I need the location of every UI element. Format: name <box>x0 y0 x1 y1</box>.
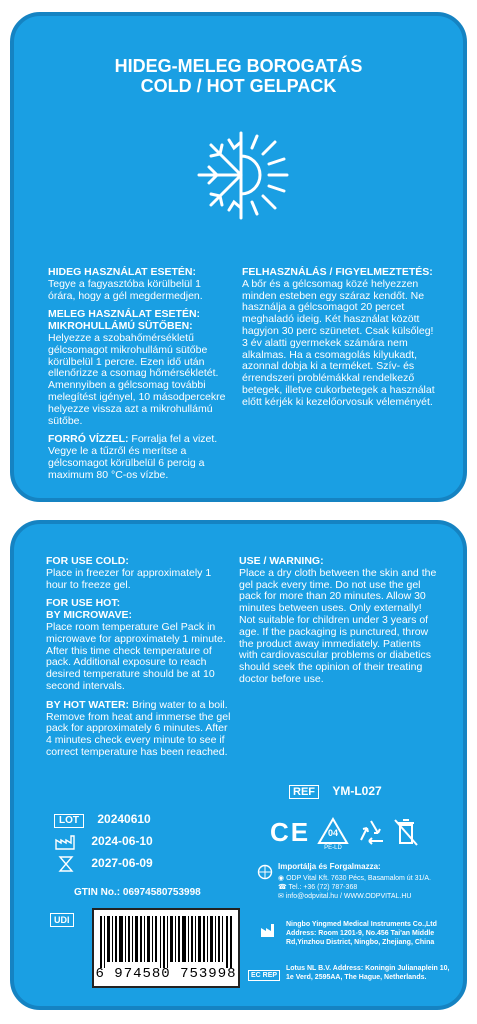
ref-box: REF <box>289 785 319 799</box>
en-micro-heading: BY MICROWAVE: <box>46 609 132 622</box>
hu-warning-heading: FELHASZNÁLÁS / FIGYELMEZTETÉS: <box>242 266 433 278</box>
hu-water-text-1: Forralja fel a vizet. <box>128 433 218 446</box>
importer-icon <box>257 864 273 880</box>
mail-icon: ✉ <box>278 893 286 900</box>
lot-row <box>54 812 151 828</box>
barcode-digits: 6 974580 753998 <box>95 966 237 982</box>
en-water-heading: BY HOT WATER: <box>46 698 130 711</box>
hu-right-column <box>242 267 438 409</box>
expiry-date: 2027-06-09 <box>91 856 153 871</box>
lot-box: LOT <box>54 814 84 828</box>
udi-box: UDI <box>50 913 74 927</box>
manufacture-date-row <box>54 834 153 850</box>
hu-left-column <box>48 267 228 489</box>
hu-micro-heading-1: MELEG HASZNÁLAT ESETÉN: <box>48 308 201 321</box>
manufacture-date: 2024-06-10 <box>91 834 153 849</box>
english-label-panel <box>10 520 467 1010</box>
en-warning-heading: USE / WARNING: <box>239 555 324 567</box>
manufacturer-icon <box>260 922 280 938</box>
ec-rep-info: Lotus NL B.V. Address: Koningin Julianaplein 10, 1e Verd, 2595AA, The Hague, Netherlands. <box>286 965 450 981</box>
ref-value: YM-L027 <box>332 784 382 798</box>
hu-water-heading: FORRÓ VÍZZEL: <box>48 433 129 446</box>
lot-value: 20240610 <box>97 812 151 826</box>
waste-bin-icon <box>392 817 420 847</box>
hu-cold-heading: HIDEG HASZNÁLAT ESETÉN: <box>48 266 196 278</box>
recycling-pe-ld-icon <box>316 816 350 850</box>
en-cold-text: Place in freezer for approximately 1 hour to freeze gel. <box>46 566 212 591</box>
en-hot-heading: FOR USE HOT: <box>46 597 121 610</box>
title-hu: HIDEG-MELEG BOROGATÁS <box>114 56 363 76</box>
hungarian-label-panel <box>10 12 467 502</box>
importer-details <box>278 874 454 901</box>
hu-micro-heading-2: MIKROHULLÁMÚ SÜTŐBEN: <box>48 320 193 333</box>
en-warning-text: Place a dry cloth between the skin and the gel pack every time. Do not use the gel pack for more than 20 minutes. Allow 30 minutes between uses. Only externally! Not suitable for children under 3 years of age. If the packaging is punctured, throw the product away immediately. Patients with cardiovascular problems or diabetics should seek the opinion of their treating doctor before use. <box>239 566 437 685</box>
en-right-column <box>239 556 437 686</box>
expiry-date-row <box>54 856 153 872</box>
en-left-column <box>46 556 232 766</box>
hu-cold-text: Tegye a fagyasztóba körülbelül 1 órára, hogy a gél megdermedjen. <box>48 277 203 302</box>
hu-water-text-2: Vegye le a tűzről és merítse a gélcsomagot körülbelül 6 percig a maximum 80 °C-os vízbe. <box>48 445 205 481</box>
barcode <box>92 908 240 988</box>
pe-ld-text: PE-LD <box>324 845 342 851</box>
importer-contact: info@odpvital.hu / WWW.ODPVITAL.HU <box>285 893 412 900</box>
hu-micro-text: Helyezze a szobahőmérsékletű gélcsomagot mikrohullámú sütőbe körülbelül 1 percre. Ezen idő után ellenőrizze a csomag hőmérsékletét. Amennyiben a gélcsomag további melegítést igényel, 10 másodpercekre helyezze vissza azt a mikrohullámú sütőbe. <box>48 331 226 427</box>
location-icon: ◉ <box>278 875 287 882</box>
en-water-text: Bring water to a boil. Remove from heat and immerse the gel pack for approximately 6 minutes. After 4 minutes check every minute to see if correct temperature has been reached. <box>46 698 231 758</box>
manufacturer-info: Ningbo Yingmed Medical Instruments Co.,Ltd Address: Room 1201-9, No.456 Tai'an Middle Rd,Yinzhou District, Ningbo, Zhejiang, China <box>286 921 437 946</box>
barcode-bars <box>100 916 234 968</box>
ec-rep-box: EC REP <box>248 970 280 981</box>
importer-address: ODP Vital Kft. 7630 Pécs, Basamalom út 31/A. <box>286 875 431 882</box>
pe-ld-number: 04 <box>327 828 338 838</box>
gtin-number: GTIN No.: 06974580753998 <box>74 887 201 898</box>
hourglass-icon <box>54 856 82 872</box>
factory-icon <box>54 834 82 850</box>
importer-phone: Tel.: +36 (72) 787-368 <box>288 884 358 891</box>
recycle-icon <box>356 818 386 848</box>
en-cold-heading: FOR USE COLD: <box>46 555 129 567</box>
phone-icon: ☎ <box>278 884 289 891</box>
en-micro-text: Place room temperature Gel Pack in microwave for approximately 1 minute. After this time check temperature of pack. Additional exposure to reach desired temperature should be at 10 second intervals. <box>46 620 226 692</box>
ce-mark: CE <box>270 817 311 847</box>
snowflake-sun-icon <box>189 128 294 223</box>
ref-row <box>289 784 382 799</box>
title-en: COLD / HOT GELPACK <box>140 76 337 96</box>
importer-heading: Importálja és Forgalmazza: <box>278 862 381 871</box>
hu-warning-text: A bőr és a gélcsomag közé helyezzen minden esteben egy száraz kendőt. Ne használja a gélcsomagot 20 percet meghaladó ideig. Két használat között hagyjon 30 perc szünetet. Csak külsőleg! 3 év alatti gyermekek számára nem alkalmas. Ha a csomagolás kilyukadt, azonnal dobja ki a terméket. Szív- és érrendszeri problémákkal rendelkező betegek, illetve cukorbetegek a használat előtt kérjék ki kezelőorvosuk véleményét. <box>242 277 435 408</box>
